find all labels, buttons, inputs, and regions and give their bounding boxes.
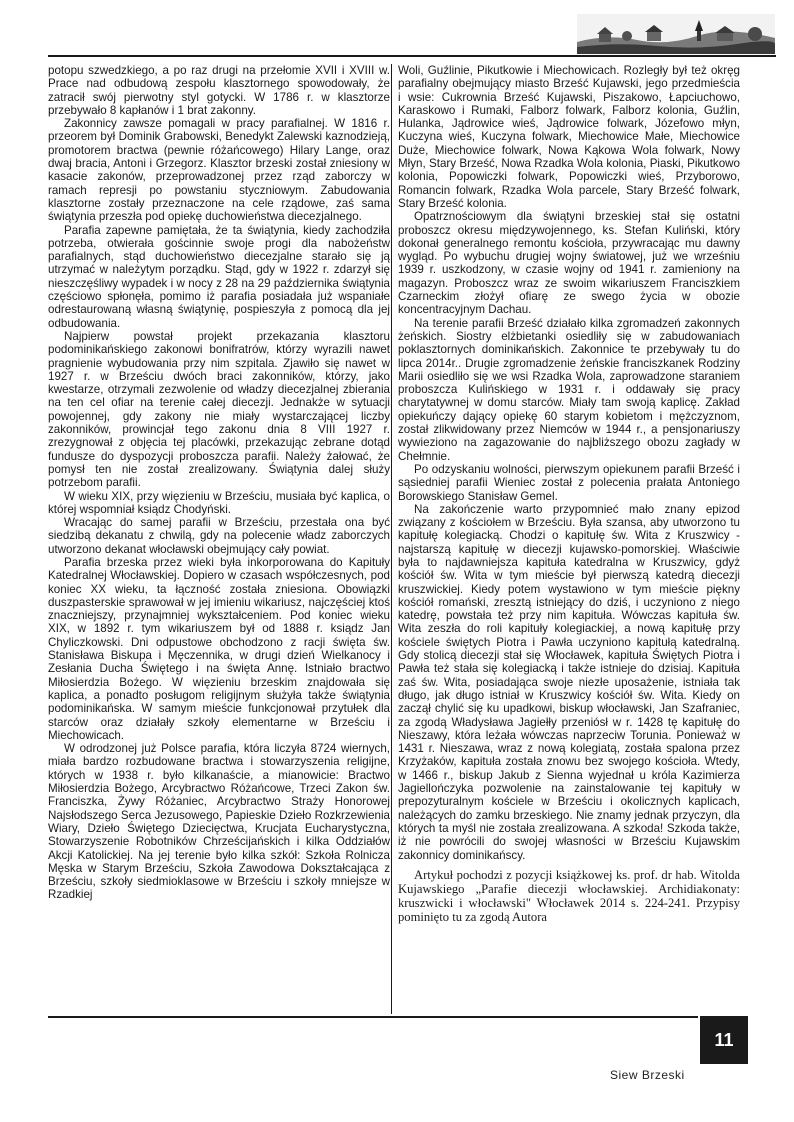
village-landscape-icon	[577, 14, 775, 54]
paragraph: Po odzyskaniu wolności, pierwszym opiekunem parafii Brześć i sąsiedniej parafii Wieniec został z polecenia prałata Antoniego Borowskiego Stanisław Gemel.	[398, 462, 740, 503]
paragraph: Najpierw powstał projekt przekazania klasztoru podominikańskiego zakonowi bonifratrów, którzy wyrazili nawet pragnienie wybudowania przy nim szpitala. Zjawiło się nawet w 1927 r. w Brześciu dwóch braci zakonników, którzy, jako kwestarze, otrzymali zezwolenie od władzy diecezjalnej zbierania na ten cel ofiar na terenie całej diecezji. Jednakże w sytuacji powojennej, gdy zakony nie miały wystarczającej liczby zakonników, prowincjał tego zakonu dnia 8 VIII 1927 r. zrezygnował z objęcia tej placówki, przekazując zebrane dotąd fundusze do dyspozycji proboszcza parafii. Należy żałować, że pomysł ten nie został zrealizowany. Świątynia dalej służy potrzebom parafii.	[48, 329, 390, 490]
paragraph: W odrodzonej już Polsce parafia, która liczyła 8724 wiernych, miała bardzo rozbudowane bractwa i stowarzyszenia religijne, których w 1938 r. było kilkanaście, a mianowicie: Bractwo Miłosierdzia Bożego, Arcybractwo Różańcowe, Trzeci Zakon św. Franciszka, Żywy Różaniec, Arcybractwo Straży Honorowej Najsłodszego Serca Jezusowego, Papieskie Dzieło Rozkrzewienia Wiary, Dzieło Świętego Dziecięctwa, Krucjata Eucharystyczna, Stowarzyszenie Robotników Chrześcijańskich i kilka Oddziałów Akcji Katolickiej. Na jej terenie było kilka szkół: Szkoła Rolnicza Męska w Starym Brześciu, Szkoła Zawodowa Dokształcająca z Brześciu, szkoły siedmioklasowe w Brześciu i szkoły mniejsze w Rzadkiej	[48, 742, 390, 902]
paragraph: Na zakończenie warto przypomnieć mało znany epizod związany z kościołem w Brześciu. Była szansa, aby utworzono tu kapitułę kolegiacką. Chodzi o kapitułę św. Wita z Kruszwicy - najstarszą kapitułę w diecezji kujawsko-pomorskiej. Właściwie była to najdawniejsza kapituła katedralna w Kruszwicy, gdyż kościół św. Wita w tym mieście był pierwszą katedrą diecezji kruszwickiej. Kiedy potem wystawiono w tym mieście piękny kościół romański, zresztą istniejący do dziś, i uczyniono z niego katedrę, powstała też przy nim kapituła. Wówczas kapituła św. Wita zeszła do roli kapituły kolegiackiej, a nową kapitułę przy kościele świętych Piotra i Pawła uczyniono kapitułą katedralną. Gdy stolicą diecezji stał się Włocławek, kapituła Świętych Piotra i Pawła też stała się kolegiacką i także istnieje do dzisiaj. Kapituła zaś św. Wita, posiadająca swoje niezłe uposażenie, istniała tak długo, jak długo istniał w Kruszwicy kościół św. Wita. Kiedy on zaczął chylić się ku upadkowi, biskup włocławski, Jan Szafraniec, za zgodą Władysława Jagiełły przeniósł w r. 1428 tę kapitułę do Nieszawy, która leżała wówczas naprzeciw Torunia. Ponieważ w 1431 r. Nieszawa, wraz z nową kolegiatą, została spalona przez Krzyżaków, kapituła została znowu bez swojego kościoła. Wtedy, w 1466 r., biskup Jakub z Sienna wyjednał u króla Kazimierza Jagiellończyka pozwolenie na zainstalowanie tej kapituły w prepozyturalnym kościele w Brześciu i okolicznych kaplicach, należących do zamku brzeskiego. Nie znamy jednak przyczyn, dla których ta myśl nie została zrealizowana. A szkoda! Szkoda także, iż nie powrócili do swojej własności w Brześciu Kujawskim zakonnicy dominikańscy.	[398, 502, 740, 862]
paragraph: Wracając do samej parafii w Brześciu, przestała ona być siedzibą dekanatu z chwilą, gdy na polecenie władz zaborczych utworzono dekanat włocławski obejmujący cały powiat.	[48, 516, 390, 556]
column-divider	[391, 64, 392, 1014]
paragraph: W wieku XIX, przy więzieniu w Brześciu, musiała być kaplica, o której wspomniał ksiądz Chodyński.	[48, 489, 390, 516]
paragraph: Zakonnicy zawsze pomagali w pracy parafialnej. W 1816 r. przeorem był Dominik Grabowski, Benedykt Zalewski kaznodzieją, promotorem bractwa (pewnie różańcowego) Hilary Lange, oraz dwaj bracia, Antoni i Grzegorz. Klasztor brzeski został zniesiony w kasacie zakonów, przeprowadzonej przez rząd zaborczy w ramach represji po powstaniu styczniowym. Zabudowania klasztorne zostały przeznaczone na cele rządowe, zaś sama świątynia przeszła pod opiekę duchowieństwa diecezjalnego.	[48, 117, 390, 224]
paragraph: Opatrznościowym dla świątyni brzeskiej stał się ostatni proboszcz okresu międzywojennego, ks. Stefan Kuliński, który dokonał generalnego remontu kościoła, przywracając mu dawny wygląd. Po wybuchu drugiej wojny światowej, już we wrześniu 1939 r. uszkodzony, w czasie wojny od 1941 r. zamieniony na magazyn. Proboszcz wraz ze swoim wikariuszem Franciszkiem Czarneckim złożył ofiarę ze swego życia w obozie koncentracyjnym Dachau.	[398, 210, 740, 317]
paragraph: Parafia brzeska przez wieki była inkorporowana do Kapituły Katedralnej Włocławskiej. Dopiero w czasach współczesnych, pod koniec XX wieku, ta łączność została zniesiona. Obowiązki duszpasterskie sprawował w jej imieniu wikariusz, najczęściej ktoś znaczniejszy, przynajmniej wykształceniem. Pod koniec wieku XIX, w 1892 r. tym wikariuszem był od 1888 r. ksiądz Jan Chyliczkowski. Dni odpustowe obchodzono z racji święta św. Stanisława Biskupa i Męczennika, w drugi dzień Wielkanocy i Zesłania Ducha Świętego i na święta Annę. Istniało bractwo Miłosierdzia Bożego. W więzieniu brzeskim znajdowała się kaplica, a ponadto posługom religijnym służyła także świątynia podominikańska. W samym mieście funkcjonował przytułek dla starców oraz działały szkoły elementarne w Brześciu i Miechowicach.	[48, 555, 390, 742]
publication-name: Siew Brzeski	[610, 1068, 685, 1082]
source-note: Artykuł pochodzi z pozycji książkowej ks. prof. dr hab. Witolda Kujawskiego „Parafie diecezji włocławskiej. Archidiakonaty: kruszwicki i włocławski" Włocławek 2014 s. 224-241. Przypisy pominięto tu za zgodą Autora	[398, 867, 740, 925]
paragraph: Woli, Guźlinie, Pikutkowie i Miechowicach. Rozległy był też okręg parafialny obejmujący miasto Brześć Kujawski, jego przedmieścia i wsie: Cukrownia Brześć Kujawski, Piszakowo, Łapciuchowo, Karaskowo i Rumaki, Falborz folwark, Falborz kolonia, Guźlin, Hulanka, Jądrowice wieś, Jądrowice folwark, Józefowo młyn, Kuczyna wieś, Kuczyna folwark, Miechowice Małe, Miechowice Duże, Miechowice folwark, Nowa Kąkowa Wola folwark, Nowy Młyn, Stary Brześć, Nowa Rzadka Wola kolonia, Piaski, Pikutkowo kolonia, Popowiczki folwark, Popowiczki wieś, Przyborowo, Romancin folwark, Rzadka Wola parcele, Stary Brześć folwark, Stary Brześć kolonia.	[398, 64, 740, 210]
paragraph: Parafia zapewne pamiętała, że ta świątynia, kiedy zachodziła potrzeba, otwierała gościnnie swoje progi dla nabożeństw parafialnych, stąd duchowieństwo diecezjalne starało się ją utrzymać w należytym porządku. Stąd, gdy w 1922 r. zdarzył się nieszczęśliwy wypadek i w nocy z 28 na 29 października świątynia częściowo spłonęła, pomimo iż parafia posiadała już wspaniałe odrestaurowaną własną świątynię, pospieszyła z pomocą dla jej odbudowania.	[48, 223, 390, 330]
paragraph: Na terenie parafii Brześć działało kilka zgromadzeń zakonnych żeńskich. Siostry elżbietanki osiedliły się w zabudowaniach poklasztornych dominikańskich. Zakonnice te przebywały tu do lipca 2014r.. Drugie zgromadzenie żeńskie franciszkanek Rodziny Marii osiedliło się we wsi Rzadka Wola, zaprowadzone staraniem proboszcza Kulińskiego w 1931 r. i oddawały się pracy charytatywnej w domu starców. Miały tam swoją kaplicę. Zakład opiekuńczy dający opiekę 60 starym kobietom i mężczyznom, został zlikwidowany przez Niemców w 1944 r., a pensjonariuszy wywieziono na zagazowanie do najbliższego obozu zagłady w Chełmnie.	[398, 316, 740, 463]
page-number: 11	[714, 1029, 734, 1050]
header-rule	[48, 55, 776, 57]
right-column	[398, 64, 740, 925]
paragraph: potopu szwedzkiego, a po raz drugi na przełomie XVII i XVIII w. Prace nad odbudową zespołu klasztornego spowodowały, że zatracił swój pierwotny styl gotycki. W 1786 r. w klasztorze przebywało 8 kapłanów i 1 brat zakonny.	[48, 64, 390, 117]
left-column	[48, 64, 390, 902]
header-landscape-image	[577, 14, 775, 54]
footer-rule	[48, 1016, 698, 1018]
page-number-box	[700, 1016, 748, 1064]
